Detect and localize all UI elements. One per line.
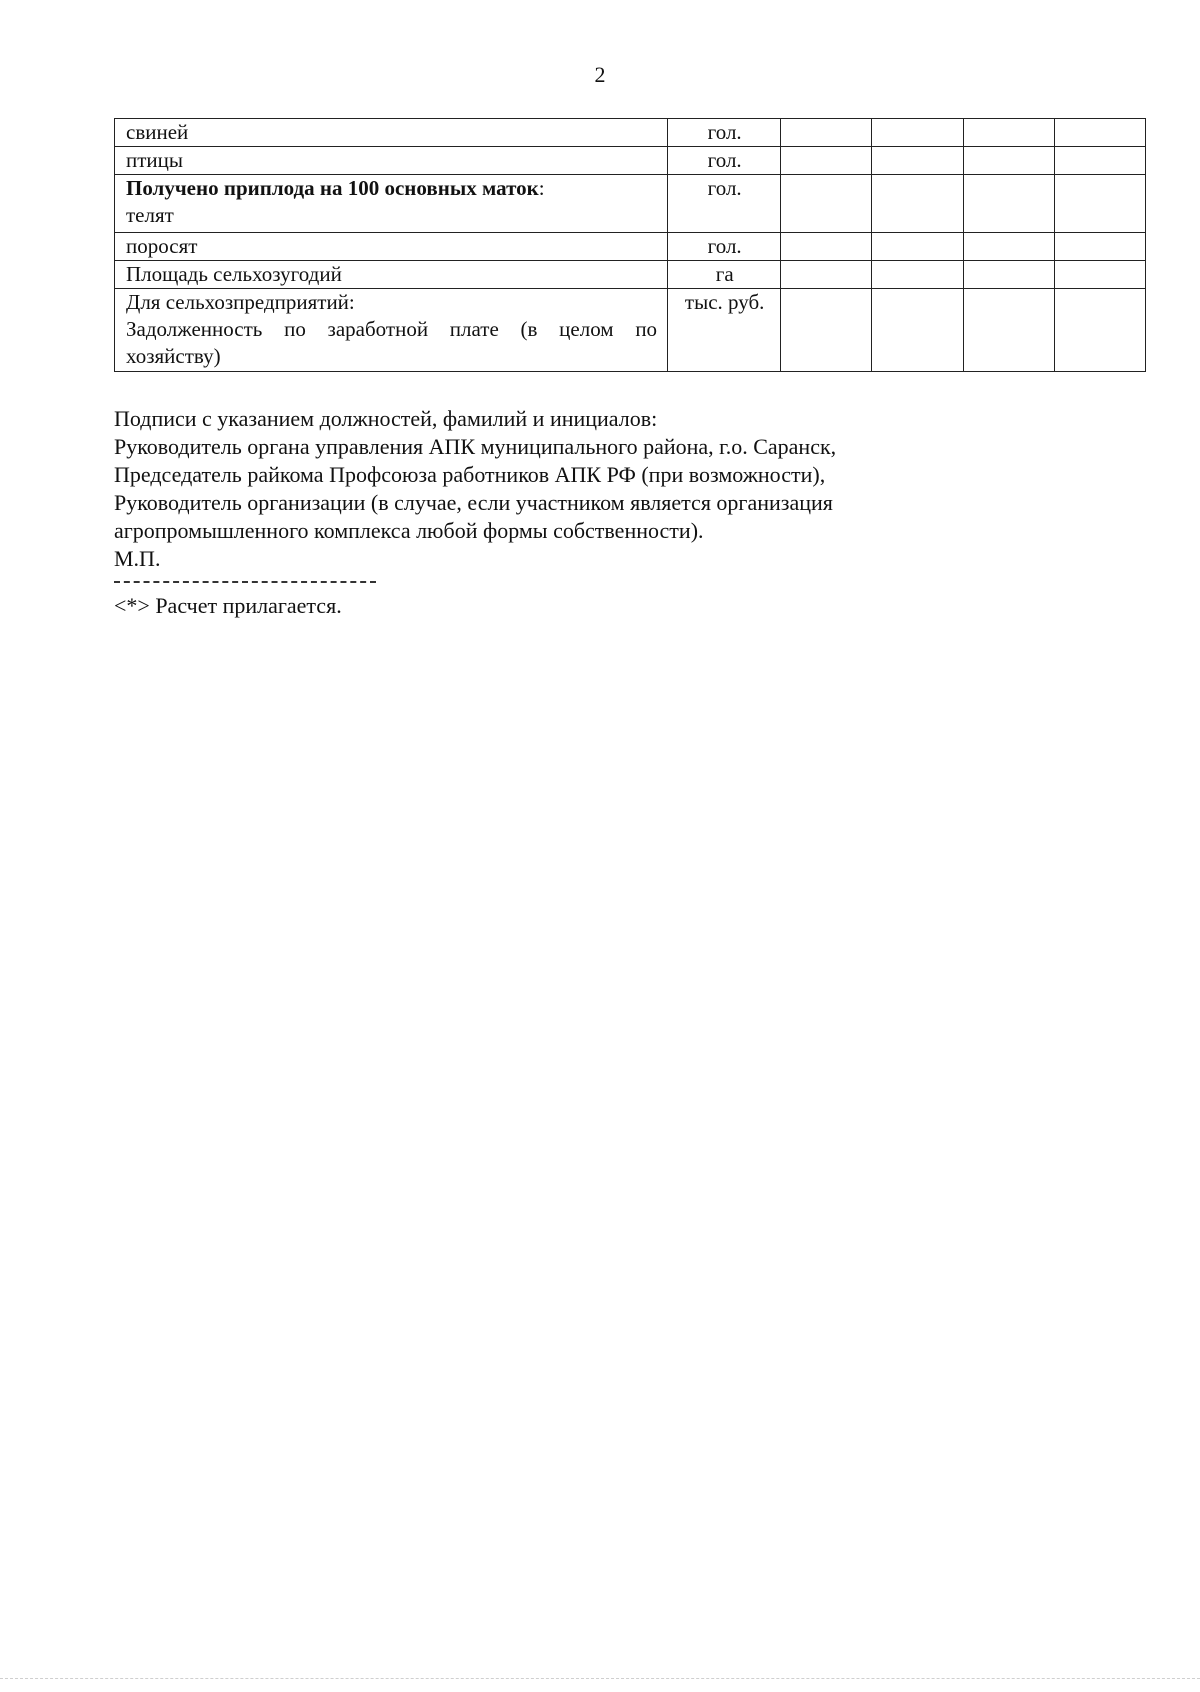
value-cell xyxy=(872,147,963,175)
value-cell xyxy=(1054,147,1145,175)
signatory-line: Руководитель организации (в случае, если участником является организация xyxy=(114,490,833,515)
row-label-heading: Получено приплода на 100 основных маток xyxy=(126,176,539,200)
footnote: <*> Расчет прилагается. xyxy=(114,593,342,618)
scan-edge-line xyxy=(0,1678,1200,1679)
row-unit: тыс. руб. xyxy=(668,289,781,372)
row-label: свиней xyxy=(115,119,668,147)
value-cell xyxy=(963,119,1054,147)
value-cell xyxy=(872,289,963,372)
value-cell xyxy=(1054,175,1145,233)
value-cell xyxy=(963,233,1054,261)
row-label-sub: хозяйству) xyxy=(126,344,221,368)
table-row xyxy=(115,175,1146,233)
value-cell xyxy=(781,175,872,233)
value-cell xyxy=(781,147,872,175)
row-label: Площадь сельхозугодий xyxy=(115,261,668,289)
value-cell xyxy=(781,289,872,372)
value-cell xyxy=(963,289,1054,372)
value-cell xyxy=(1054,119,1145,147)
row-label xyxy=(115,289,668,372)
row-label-heading: Для сельхозпредприятий: xyxy=(126,290,355,314)
row-unit: гол. xyxy=(668,175,781,233)
row-unit: гол. xyxy=(668,233,781,261)
value-cell xyxy=(963,147,1054,175)
value-cell xyxy=(872,175,963,233)
value-cell xyxy=(781,261,872,289)
table-row xyxy=(115,119,1146,147)
row-label: птицы xyxy=(115,147,668,175)
row-label xyxy=(115,175,668,233)
table-row xyxy=(115,233,1146,261)
signatory-line: Руководитель органа управления АПК муниципального района, г.о. Саранск, xyxy=(114,434,837,459)
value-cell xyxy=(781,233,872,261)
table-row xyxy=(115,147,1146,175)
row-label: поросят xyxy=(115,233,668,261)
row-unit: га xyxy=(668,261,781,289)
indicators-table xyxy=(114,118,1146,372)
value-cell xyxy=(963,175,1054,233)
value-cell xyxy=(872,233,963,261)
value-cell xyxy=(1054,233,1145,261)
signatures-heading: Подписи с указанием должностей, фамилий и инициалов: xyxy=(114,406,658,431)
row-label-sub: телят xyxy=(126,203,174,227)
row-unit: гол. xyxy=(668,147,781,175)
row-label-colon: : xyxy=(538,176,545,200)
footnote-divider xyxy=(114,581,376,583)
seal-mark: М.П. xyxy=(114,546,161,571)
value-cell xyxy=(872,119,963,147)
signatures-block xyxy=(114,405,1114,620)
value-cell xyxy=(1054,289,1145,372)
value-cell xyxy=(781,119,872,147)
signatory-line: агропромышленного комплекса любой формы собственности). xyxy=(114,518,704,543)
row-label-sub: Задолженность по заработной плате (в целом по xyxy=(126,317,658,341)
row-unit: гол. xyxy=(668,119,781,147)
table-row xyxy=(115,261,1146,289)
value-cell xyxy=(1054,261,1145,289)
value-cell xyxy=(963,261,1054,289)
signatory-line: Председатель райкома Профсоюза работников АПК РФ (при возможности), xyxy=(114,462,826,487)
table-row xyxy=(115,289,1146,372)
value-cell xyxy=(872,261,963,289)
page-number: 2 xyxy=(594,62,606,87)
